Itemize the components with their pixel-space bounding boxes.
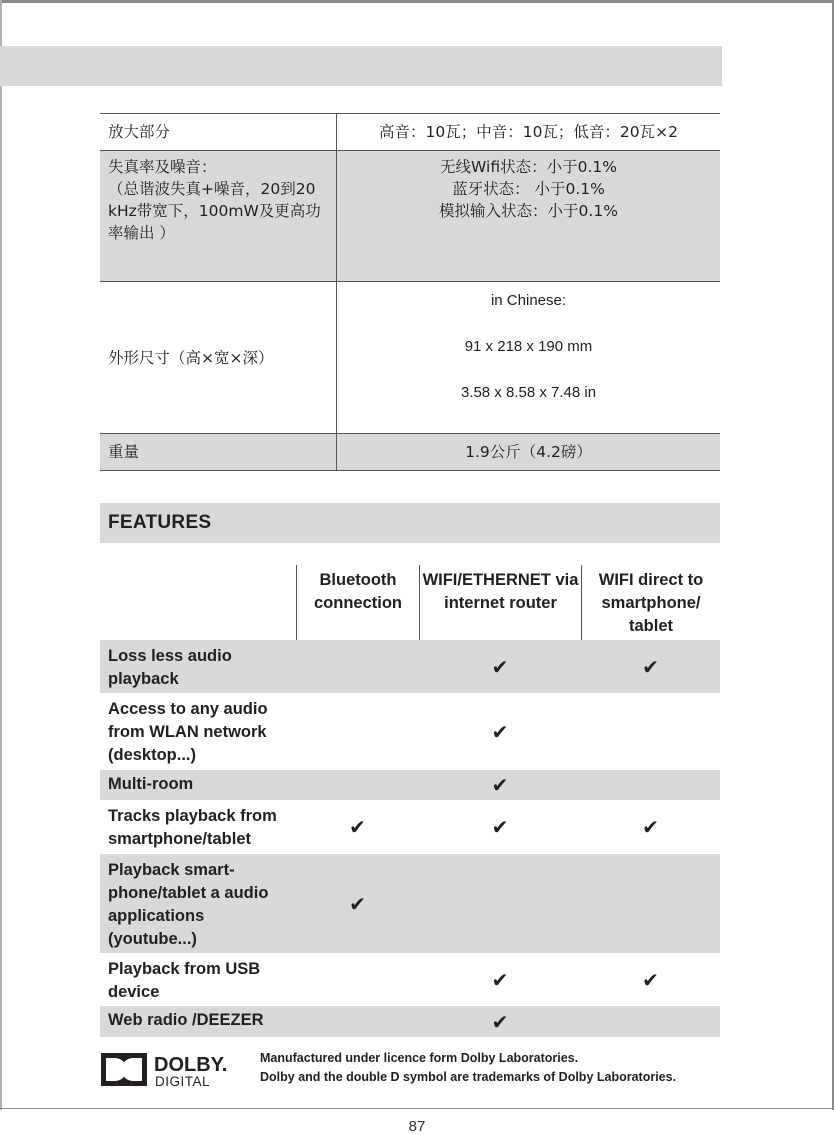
page-frame-bottom	[0, 1108, 834, 1109]
spec-value: 1.9公斤（4.2磅）	[336, 434, 720, 470]
spec-row-weight	[100, 434, 720, 471]
table-row	[100, 693, 720, 770]
spec-label: 外形尺寸（高×宽×深）	[108, 348, 274, 367]
feature-label: Web radio /DEEZER	[108, 1011, 264, 1029]
check-cell	[296, 770, 419, 800]
empty-header-cell	[100, 565, 296, 640]
column-header-wifi-ethernet: WIFI/ETHERNET via internet router	[419, 565, 581, 640]
dimension-note: in Chinese:	[490, 292, 567, 309]
table-row	[100, 953, 720, 1006]
page-frame-left	[0, 0, 2, 1110]
spec-row-dimensions	[100, 282, 720, 434]
spec-value: 高音：10瓦；中音：10瓦；低音：20瓦×2	[336, 114, 720, 150]
check-cell	[581, 770, 720, 800]
features-table	[100, 565, 720, 1037]
feature-label: Access to any audio from WLAN network (desktop...)	[108, 700, 268, 764]
spec-label: 放大部分	[108, 123, 171, 141]
digital-wordmark: DIGITAL	[155, 1074, 211, 1089]
check-cell	[581, 1006, 720, 1037]
features-column-headers	[100, 565, 720, 640]
feature-label: Playback smart-phone/tablet a audio applications (youtube...)	[108, 861, 269, 948]
check-cell	[296, 693, 419, 770]
dolby-wordmark: DOLBY.	[154, 1054, 228, 1076]
spec-value	[336, 282, 720, 433]
column-header-bluetooth: Bluetooth connection	[296, 565, 419, 640]
spec-row-distortion	[100, 151, 720, 282]
table-row	[100, 1006, 720, 1037]
dimension-in: 3.58 x 8.58 x 7.48 in	[460, 384, 597, 401]
column-header-wifi-direct: WIFI direct to smartphone/ tablet	[581, 565, 720, 640]
check-cell	[419, 854, 581, 953]
check-cell: ✔	[349, 815, 366, 839]
check-cell: ✔	[349, 891, 366, 916]
table-row	[100, 854, 720, 953]
feature-label: Tracks playback from smartphone/tablet	[108, 807, 277, 848]
spec-label: 重量	[108, 443, 140, 461]
spec-table	[100, 113, 720, 471]
features-header	[100, 503, 720, 543]
check-cell: ✔	[642, 967, 659, 992]
dolby-notice-line: Manufactured under licence form Dolby Laboratories.	[260, 1051, 579, 1065]
spec-label: 失真率及噪音： （总谐波失真+噪音，20到20 kHz带宽下，100mW及更高功率输出 ）	[108, 158, 321, 242]
check-cell: ✔	[491, 815, 509, 839]
check-cell: ✔	[642, 815, 659, 839]
check-cell	[581, 854, 720, 953]
page-frame-top	[0, 0, 834, 3]
check-cell: ✔	[491, 719, 509, 744]
check-cell: ✔	[491, 773, 509, 797]
dimension-mm: 91 x 218 x 190 mm	[464, 338, 593, 355]
features-title: FEATURES	[108, 512, 212, 533]
check-cell	[296, 1006, 419, 1037]
table-row	[100, 800, 720, 854]
dolby-digital-logo	[101, 1049, 236, 1089]
feature-label: Multi-room	[108, 775, 194, 793]
spec-value: 无线Wifi状态：小于0.1% 蓝牙状态： 小于0.1% 模拟输入状态：小于0.1%	[336, 151, 720, 281]
page-number: 87	[408, 1118, 426, 1135]
feature-label: Loss less audio playback	[108, 647, 232, 688]
feature-label: Playback from USB device	[108, 960, 261, 1001]
dolby-notice-line: Dolby and the double D symbol are trademarks of Dolby Laboratories.	[260, 1070, 677, 1084]
check-cell	[296, 640, 419, 693]
dolby-notice	[260, 1049, 676, 1087]
table-row	[100, 640, 720, 693]
check-cell	[581, 693, 720, 770]
header-band	[0, 46, 722, 86]
check-cell: ✔	[491, 967, 509, 992]
check-cell: ✔	[491, 1009, 509, 1034]
check-cell: ✔	[491, 654, 509, 679]
check-cell	[296, 953, 419, 1006]
table-row	[100, 770, 720, 800]
check-cell: ✔	[642, 654, 659, 679]
spec-row-amplifier	[100, 114, 720, 151]
